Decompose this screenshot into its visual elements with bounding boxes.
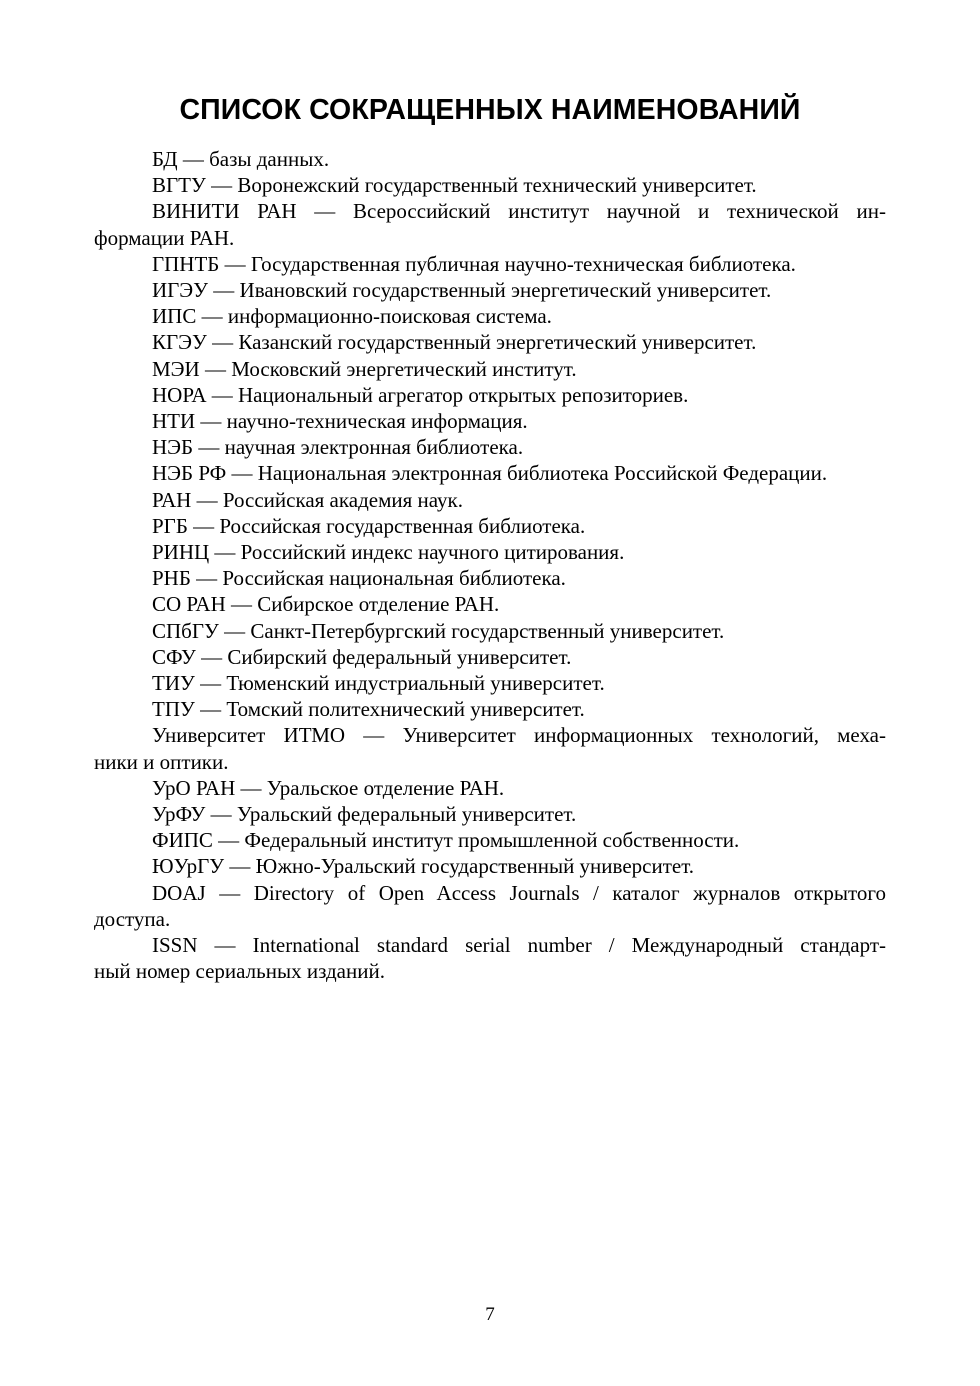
abbreviation-list (94, 146, 886, 985)
list-item-line: доступа. (94, 906, 171, 931)
list-item: ГПНТБ — Государственная публичная научно-техническая библиотека. (152, 251, 796, 276)
list-item-line: ISSN — International standard serial number / Международный стандарт- (152, 933, 886, 958)
list-item: РИНЦ — Российский индекс научного цитирования. (152, 540, 625, 565)
list-item: НОРА — Национальный агрегатор открытых репозиториев. (152, 382, 689, 407)
list-item: СФУ — Сибирский федеральный университет. (152, 644, 572, 669)
list-item: ЮУрГУ — Южно-Уральский государственный университет. (152, 854, 695, 879)
list-item: КГЭУ — Казанский государственный энергетический университет. (152, 330, 757, 355)
list-item: РНБ — Российская национальная библиотека. (152, 566, 566, 591)
list-item: ИПС — информационно-поисковая система. (152, 304, 552, 329)
list-item: УрФУ — Уральский федеральный университет. (152, 802, 577, 827)
list-item: НЭБ РФ — Национальная электронная библиотека Российской Федерации. (152, 461, 828, 486)
list-item: УрО РАН — Уральское отделение РАН. (152, 775, 505, 800)
list-item: ТИУ — Тюменский индустриальный университет. (152, 671, 605, 696)
list-item-line: Университет ИТМО — Университет информационных технологий, меха- (152, 723, 886, 748)
list-item (94, 880, 886, 932)
list-item: НТИ — научно-техническая информация. (152, 409, 528, 434)
list-item-line: формации РАН. (94, 225, 235, 250)
list-item: ФИПС — Федеральный институт промышленной собственности. (152, 828, 740, 853)
list-item-line: ВИНИТИ РАН — Всероссийский институт научной и технической ин- (152, 199, 886, 224)
list-item: НЭБ — научная электронная библиотека. (152, 435, 524, 460)
page-number: 7 (485, 1304, 495, 1325)
list-item: ТПУ — Томский политехнический университет. (152, 697, 585, 722)
list-item: ИГЭУ — Ивановский государственный энергетический университет. (152, 278, 772, 303)
page-title: СПИСОК СОКРАЩЕННЫХ НАИМЕНОВАНИЙ (179, 94, 801, 126)
list-item: РАН — Российская академия наук. (152, 487, 463, 512)
list-item (94, 932, 886, 984)
list-item-line: ники и оптики. (94, 749, 229, 774)
list-item: СО РАН — Сибирское отделение РАН. (152, 592, 500, 617)
list-item (94, 722, 886, 774)
list-item (94, 198, 886, 250)
list-item: БД — базы данных. (152, 147, 330, 171)
list-item-line: DOAJ — Directory of Open Access Journals / каталог журналов открытого (152, 880, 886, 905)
list-item: РГБ — Российская государственная библиотека. (152, 513, 586, 538)
list-item: МЭИ — Московский энергетический институт. (152, 356, 577, 381)
list-item-line: ный номер сериальных изданий. (94, 959, 385, 984)
list-item: ВГТУ — Воронежский государственный технический университет. (152, 173, 757, 198)
list-item: СПбГУ — Санкт-Петербургский государственный университет. (152, 618, 725, 643)
